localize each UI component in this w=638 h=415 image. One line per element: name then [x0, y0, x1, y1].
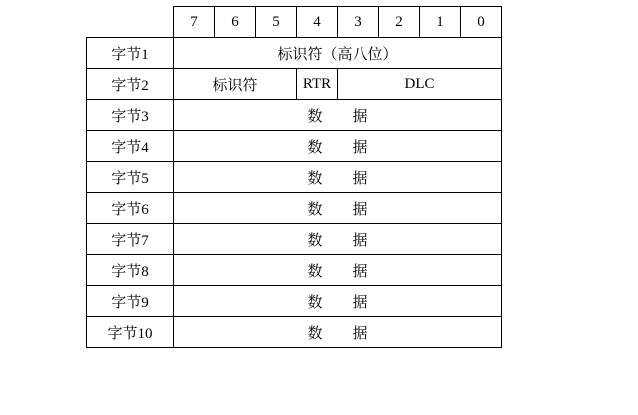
frame-layout-table [86, 6, 502, 348]
cell-dlc: DLC [338, 69, 502, 100]
bit-header-2: 2 [379, 7, 420, 38]
cell-data-byte4: 数 据 [174, 131, 502, 162]
row-label-byte5: 字节5 [87, 162, 174, 193]
bit-header-4: 4 [297, 7, 338, 38]
row-label-byte3: 字节3 [87, 100, 174, 131]
table-row [87, 286, 502, 317]
bit-header-1: 1 [420, 7, 461, 38]
header-row-label-spacer [87, 7, 174, 38]
bit-header-3: 3 [338, 7, 379, 38]
cell-identifier-low: 标识符 [174, 69, 297, 100]
cell-data-byte9: 数 据 [174, 286, 502, 317]
table-row [87, 224, 502, 255]
bit-header-6: 6 [215, 7, 256, 38]
cell-data-byte10: 数 据 [174, 317, 502, 348]
bit-header-7: 7 [174, 7, 215, 38]
bit-header-row [87, 7, 502, 38]
row-label-byte9: 字节9 [87, 286, 174, 317]
diagram-canvas [0, 6, 638, 415]
table-row [87, 193, 502, 224]
cell-data-byte5: 数 据 [174, 162, 502, 193]
row-label-byte2: 字节2 [87, 69, 174, 100]
frame-table-body [87, 7, 502, 348]
row-label-byte4: 字节4 [87, 131, 174, 162]
bit-header-0: 0 [461, 7, 502, 38]
table-row [87, 38, 502, 69]
bit-header-5: 5 [256, 7, 297, 38]
table-row [87, 131, 502, 162]
cell-data-byte7: 数 据 [174, 224, 502, 255]
cell-data-byte6: 数 据 [174, 193, 502, 224]
row-label-byte1: 字节1 [87, 38, 174, 69]
cell-identifier-high: 标识符（高八位） [174, 38, 502, 69]
table-row [87, 100, 502, 131]
table-row [87, 162, 502, 193]
table-row [87, 69, 502, 100]
row-label-byte8: 字节8 [87, 255, 174, 286]
cell-data-byte8: 数 据 [174, 255, 502, 286]
table-row [87, 255, 502, 286]
row-label-byte10: 字节10 [87, 317, 174, 348]
cell-data-byte3: 数 据 [174, 100, 502, 131]
cell-rtr: RTR [297, 69, 338, 100]
table-row [87, 317, 502, 348]
row-label-byte7: 字节7 [87, 224, 174, 255]
row-label-byte6: 字节6 [87, 193, 174, 224]
